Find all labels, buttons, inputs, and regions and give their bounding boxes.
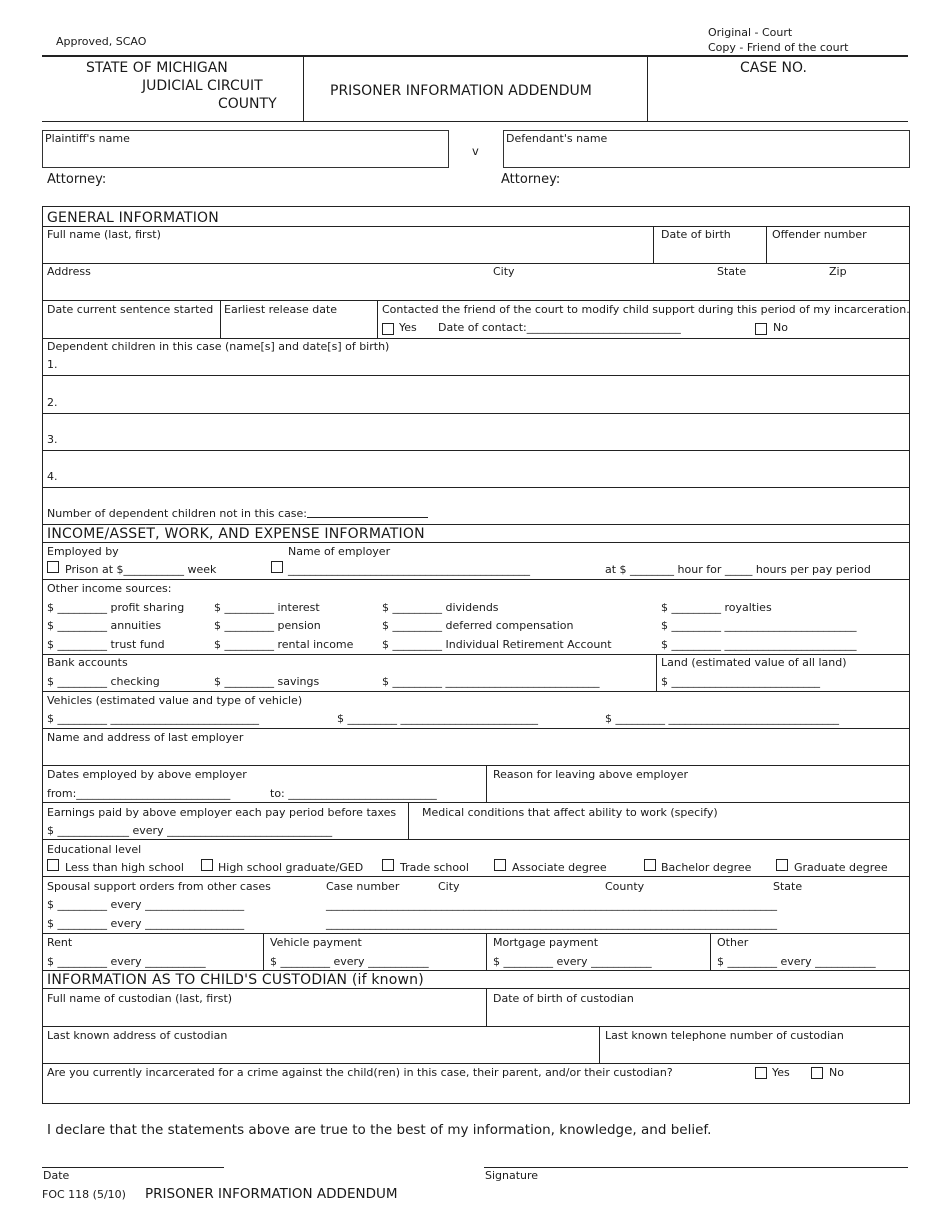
employed-prison-checkbox[interactable]: [47, 561, 59, 573]
state-field-label: State: [717, 265, 747, 278]
spousal-order-2-field[interactable]: $ _________ every __________________: [47, 917, 245, 930]
profit-sharing-field[interactable]: $ _________ profit sharing: [47, 601, 185, 614]
edu-bachelor-label: Bachelor degree: [661, 861, 752, 874]
edu-hs-ged-checkbox[interactable]: [201, 859, 213, 871]
spousal-order-1-field[interactable]: $ _________ every __________________: [47, 898, 245, 911]
offender-number-label: Offender number: [772, 228, 867, 241]
date-of-contact-field[interactable]: Date of contact:____________________________: [438, 321, 681, 334]
income-heading: INCOME/ASSET, WORK, AND EXPENSE INFORMATION: [47, 526, 425, 542]
header-top-rule: [42, 55, 908, 57]
employed-from-field[interactable]: from:____________________________: [47, 787, 231, 800]
employed-to-field[interactable]: to: ___________________________: [270, 787, 437, 800]
distribution-original: Original - Court: [708, 26, 793, 39]
other-expense-field[interactable]: $ _________ every ___________: [717, 955, 876, 968]
case-no-label: CASE NO.: [740, 60, 807, 76]
dates-employed-label: Dates employed by above employer: [47, 768, 247, 781]
reason-leaving-label: Reason for leaving above employer: [493, 768, 689, 781]
plaintiff-attorney-label: Attorney:: [47, 172, 107, 187]
spousal-state-label: State: [773, 880, 803, 893]
date-label: Date: [43, 1169, 70, 1182]
edu-less-than-hs-checkbox[interactable]: [47, 859, 59, 871]
general-info-heading: GENERAL INFORMATION: [47, 210, 219, 226]
hourly-rate-field[interactable]: at $ ________ hour for _____ hours per pay period: [605, 563, 871, 576]
bank-other-field[interactable]: $ _________ ____________________________: [382, 675, 600, 688]
plaintiff-name-label: Plaintiff's name: [45, 132, 130, 145]
signature-line[interactable]: [484, 1167, 908, 1168]
earnings-field[interactable]: $ _____________ every ______________________________: [47, 824, 333, 837]
contacted-yes-checkbox[interactable]: [382, 323, 394, 335]
city-label: City: [493, 265, 515, 278]
spousal-case-1-field[interactable]: __________________________________________________________________________________: [326, 898, 777, 911]
child-4-field[interactable]: 4.: [47, 470, 58, 483]
approved-text: Approved, SCAO: [56, 35, 147, 48]
vehicles-label: Vehicles (estimated value and type of vehicle): [47, 694, 303, 707]
edu-less-than-hs-label: Less than high school: [65, 861, 184, 874]
spousal-county-label: County: [605, 880, 645, 893]
header-divider-right: [647, 56, 648, 122]
incarcerated-yes-label: Yes: [772, 1066, 790, 1079]
edu-trade-checkbox[interactable]: [382, 859, 394, 871]
child-2-field[interactable]: 2.: [47, 396, 58, 409]
defendant-attorney-label: Attorney:: [501, 172, 561, 187]
county-label: COUNTY: [218, 96, 277, 112]
last-employer-label: Name and address of last employer: [47, 731, 244, 744]
footer-form-title: PRISONER INFORMATION ADDENDUM: [145, 1186, 398, 1202]
vehicle-1-field[interactable]: $ _________ ___________________________: [47, 712, 259, 725]
edu-graduate-checkbox[interactable]: [776, 859, 788, 871]
edu-trade-label: Trade school: [400, 861, 469, 874]
child-3-field[interactable]: 3.: [47, 433, 58, 446]
annuities-field[interactable]: $ _________ annuities: [47, 619, 162, 632]
edu-associate-checkbox[interactable]: [494, 859, 506, 871]
interest-field[interactable]: $ _________ interest: [214, 601, 320, 614]
land-label: Land (estimated value of all land): [661, 656, 847, 669]
header-divider-left: [303, 56, 304, 122]
custodian-dob-label: Date of birth of custodian: [493, 992, 634, 1005]
edu-bachelor-checkbox[interactable]: [644, 859, 656, 871]
vehicle-payment-label: Vehicle payment: [270, 936, 362, 949]
employer-name-field[interactable]: ____________________________________________: [288, 563, 530, 576]
edu-associate-label: Associate degree: [512, 861, 607, 874]
other-income-label: Other income sources:: [47, 582, 172, 595]
mortgage-label: Mortgage payment: [493, 936, 599, 949]
form-number: FOC 118 (5/10): [42, 1188, 126, 1201]
versus-label: v: [472, 144, 479, 158]
children-not-in-case-label: Number of dependent children not in this case:: [47, 507, 308, 520]
contacted-foc-label: Contacted the friend of the court to modify child support during this period of my incarceration.: [382, 303, 910, 316]
contacted-yes-label: Yes: [399, 321, 417, 334]
dob-label: Date of birth: [661, 228, 731, 241]
spousal-case-2-field[interactable]: __________________________________________________________________________________: [326, 917, 777, 930]
spousal-city-label: City: [438, 880, 460, 893]
education-label: Educational level: [47, 843, 142, 856]
form-title: PRISONER INFORMATION ADDENDUM: [330, 83, 592, 99]
state-label: STATE OF MICHIGAN: [86, 60, 228, 76]
rent-label: Rent: [47, 936, 73, 949]
savings-field[interactable]: $ _________ savings: [214, 675, 320, 688]
other-income-field-2[interactable]: $ _________ ________________________: [661, 638, 857, 651]
incarcerated-question: Are you currently incarcerated for a crime against the child(ren) in this case, their parent, and/or their custodian?: [47, 1066, 673, 1079]
custodian-address-label: Last known address of custodian: [47, 1029, 228, 1042]
zip-label: Zip: [829, 265, 847, 278]
mortgage-field[interactable]: $ _________ every ___________: [493, 955, 652, 968]
custodian-name-label: Full name of custodian (last, first): [47, 992, 233, 1005]
rent-field[interactable]: $ _________ every ___________: [47, 955, 206, 968]
contacted-no-checkbox[interactable]: [755, 323, 767, 335]
medical-conditions-label: Medical conditions that affect ability to work (specify): [422, 806, 718, 819]
contacted-no-label: No: [773, 321, 788, 334]
earliest-release-label: Earliest release date: [224, 303, 338, 316]
trust-fund-field[interactable]: $ _________ trust fund: [47, 638, 165, 651]
land-value-field[interactable]: $ ___________________________: [661, 675, 820, 688]
circuit-label: JUDICIAL CIRCUIT: [142, 78, 263, 94]
other-income-field-1[interactable]: $ _________ ________________________: [661, 619, 857, 632]
vehicle-2-field[interactable]: $ _________ _________________________: [337, 712, 538, 725]
date-line[interactable]: [42, 1167, 224, 1168]
dividends-field[interactable]: $ _________ dividends: [382, 601, 499, 614]
rental-income-field[interactable]: $ _________ rental income: [214, 638, 354, 651]
other-expense-label: Other: [717, 936, 749, 949]
checking-field[interactable]: $ _________ checking: [47, 675, 160, 688]
children-not-in-case-field[interactable]: [307, 517, 428, 518]
custodian-phone-label: Last known telephone number of custodian: [605, 1029, 844, 1042]
address-label: Address: [47, 265, 91, 278]
child-1-field[interactable]: 1.: [47, 358, 58, 371]
royalties-field[interactable]: $ _________ royalties: [661, 601, 772, 614]
edu-hs-ged-label: High school graduate/GED: [218, 861, 364, 874]
sentence-started-label: Date current sentence started: [47, 303, 214, 316]
dependents-label: Dependent children in this case (name[s] and date[s] of birth): [47, 340, 390, 353]
employer-name-label: Name of employer: [288, 545, 391, 558]
incarcerated-no-checkbox[interactable]: [811, 1067, 823, 1079]
deferred-compensation-field[interactable]: $ _________ deferred compensation: [382, 619, 574, 632]
vehicle-payment-field[interactable]: $ _________ every ___________: [270, 955, 429, 968]
distribution-copy: Copy - Friend of the court: [708, 41, 849, 54]
pension-field[interactable]: $ _________ pension: [214, 619, 321, 632]
incarcerated-yes-checkbox[interactable]: [755, 1067, 767, 1079]
custodian-heading: INFORMATION AS TO CHILD'S CUSTODIAN (if known): [47, 972, 424, 988]
edu-graduate-label: Graduate degree: [794, 861, 888, 874]
spousal-support-label: Spousal support orders from other cases: [47, 880, 271, 893]
defendant-name-label: Defendant's name: [506, 132, 608, 145]
header-bottom-rule: [42, 121, 908, 122]
prison-wage-field[interactable]: Prison at $___________ week: [65, 563, 217, 576]
signature-label: Signature: [485, 1169, 539, 1182]
earnings-label: Earnings paid by above employer each pay period before taxes: [47, 806, 397, 819]
bank-accounts-label: Bank accounts: [47, 656, 128, 669]
declaration-text: I declare that the statements above are true to the best of my information, knowledge, and belief.: [47, 1122, 712, 1138]
employed-other-checkbox[interactable]: [271, 561, 283, 573]
full-name-label: Full name (last, first): [47, 228, 161, 241]
vehicle-3-field[interactable]: $ _________ _______________________________: [605, 712, 839, 725]
employed-by-label: Employed by: [47, 545, 119, 558]
case-number-label: Case number: [326, 880, 400, 893]
incarcerated-no-label: No: [829, 1066, 844, 1079]
ira-field[interactable]: $ _________ Individual Retirement Account: [382, 638, 612, 651]
